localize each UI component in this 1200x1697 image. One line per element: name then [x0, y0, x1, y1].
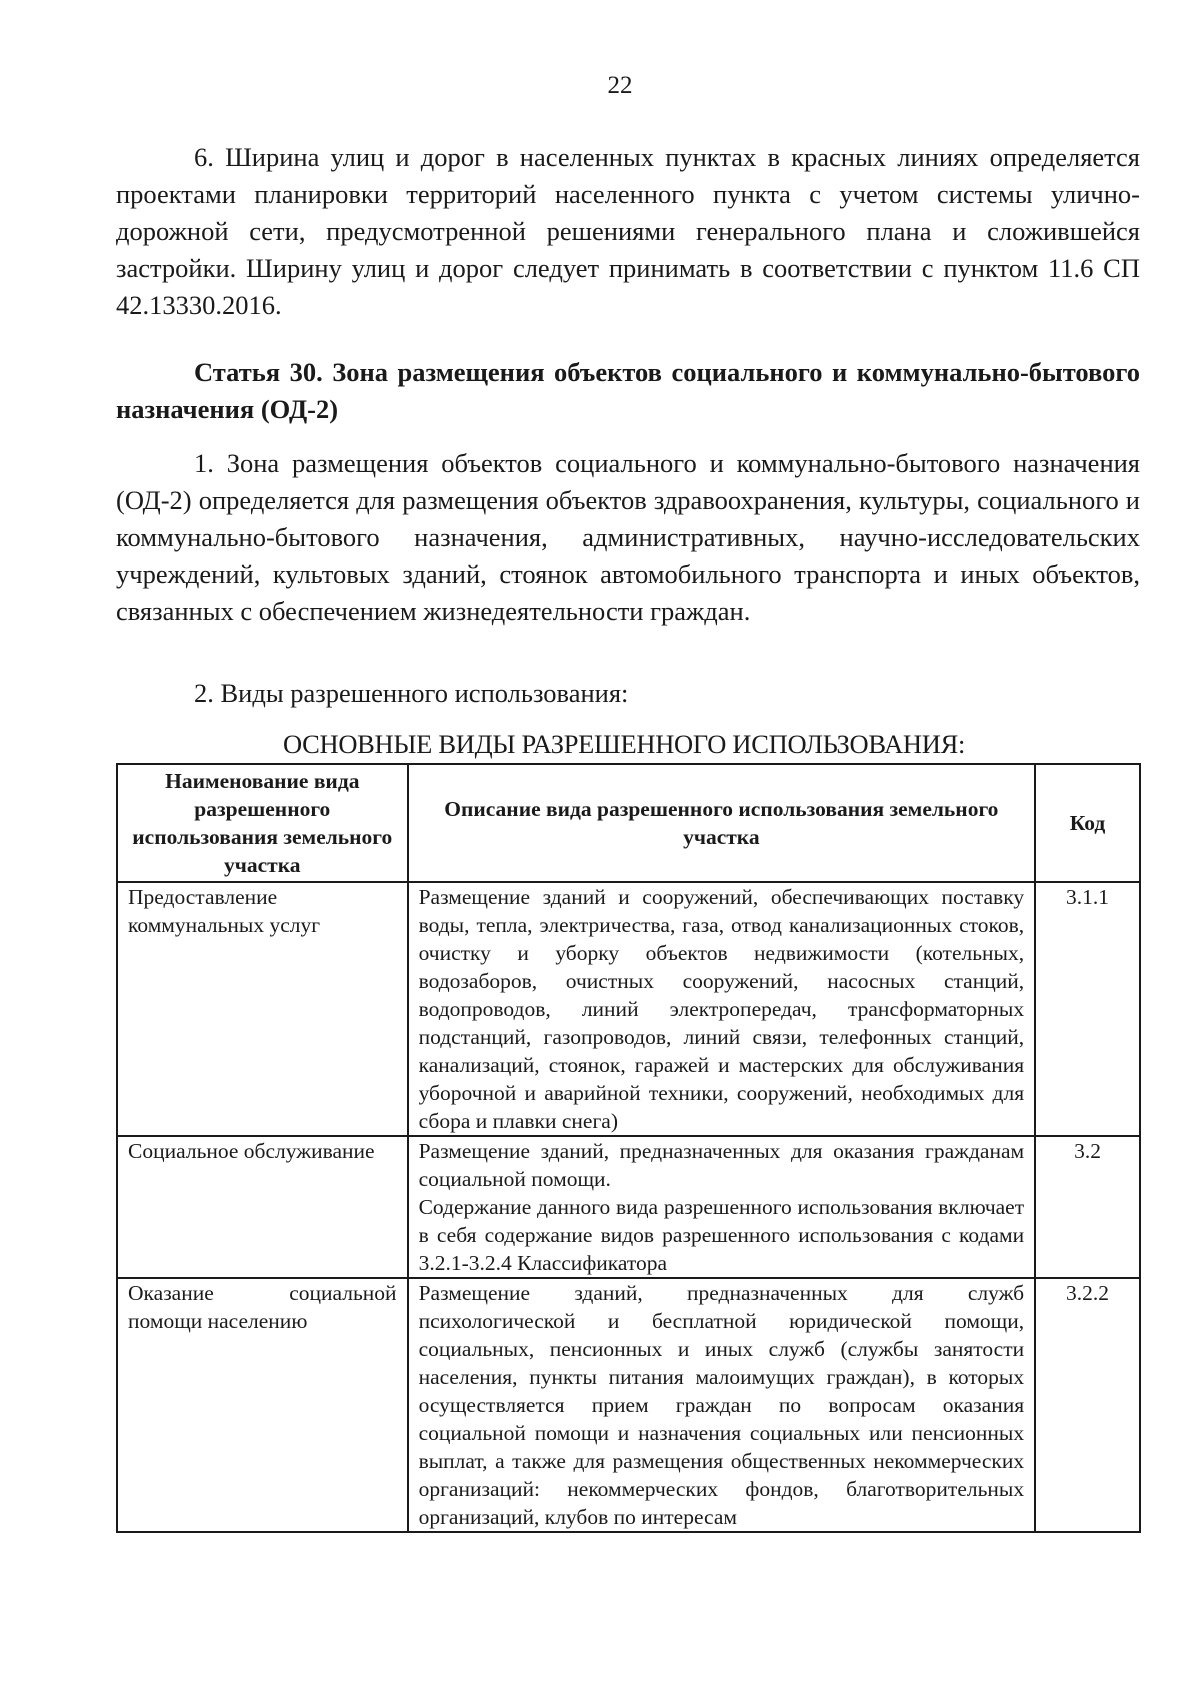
land-use-table — [116, 763, 1141, 1533]
table-header-row — [117, 764, 1140, 882]
table-row — [117, 882, 1140, 1136]
table-row — [117, 1278, 1140, 1532]
row-description — [408, 1136, 1036, 1278]
header-code: Код — [1035, 764, 1140, 882]
article-heading: Статья 30. Зона размещения объектов социального и коммунально-бытового назначения (ОД-2) — [116, 357, 1140, 424]
row-code: 3.1.1 — [1035, 882, 1140, 1136]
row-name: Социальное обслуживание — [117, 1136, 408, 1278]
paragraph-1: 1. Зона размещения объектов социального и коммунально-бытового назначения (ОД-2) определяется для размещения объектов здравоохранения, культуры, социального и коммунально-бытового назначения, административных, научно-исследовательских учреждений, культовых зданий, стоянок автомобильного транспорта и иных объектов, связанных с обеспечением жизнедеятельности граждан. — [116, 448, 1140, 626]
row-description-text: Размещение зданий, предназначенных для оказания гражданам социальной помощи. — [418, 1139, 1025, 1191]
header-description: Описание вида разрешенного использования земельного участка — [408, 764, 1036, 882]
row-name: Оказание социальной помощи населению — [117, 1278, 408, 1532]
row-description-text: Размещение зданий, предназначенных для служб психологической и бесплатной юридической помощи, социальных, пенсионных и иных служб (службы занятости населения, пункты питания малоимущих граждан), в которых осуществляется прием граждан по вопросам оказания социальной помощи и назначения социальных или пенсионных выплат, а также для размещения общественных некоммерческих организаций: некоммерческих фондов, благотворительных организаций, клубов по интересам — [418, 1281, 1025, 1529]
row-code: 3.2.2 — [1035, 1278, 1140, 1532]
header-name: Наименование вида разрешенного использования земельного участка — [117, 764, 408, 882]
paragraph-6: 6. Ширина улиц и дорог в населенных пунктах в красных линиях определяется проектами планировки территорий населенного пункта с учетом системы улично-дорожной сети, предусмотренной решениями генерального плана и сложившейся застройки. Ширину улиц и дорог следует принимать в соответствии с пунктом 11.6 СП 42.13330.2016. — [116, 142, 1140, 320]
row-name: Предоставление коммунальных услуг — [117, 882, 408, 1136]
row-description — [408, 1278, 1036, 1532]
row-code: 3.2 — [1035, 1136, 1140, 1278]
table-title: ОСНОВНЫЕ ВИДЫ РАЗРЕШЕННОГО ИСПОЛЬЗОВАНИЯ: — [282, 729, 966, 759]
paragraph-2: 2. Виды разрешенного использования: — [194, 678, 629, 708]
row-description-text: Размещение зданий и сооружений, обеспечивающих поставку воды, тепла, электричества, газа, отвод канализационных стоков, очистку и уборку объектов недвижимости (котельных, водозаборов, очистных сооружений, насосных станций, водопроводов, линий электропередач, трансформаторных подстанций, газопроводов, линий связи, телефонных станций, канализаций, стоянок, гаражей и мастерских для обслуживания уборочной и аварийной техники, сооружений, необходимых для сбора и плавки снега) — [418, 885, 1025, 1133]
row-description — [408, 882, 1036, 1136]
row-description-text-2: Содержание данного вида разрешенного использования включает в себя содержание видов разрешенного использования с кодами 3.2.1-3.2.4 Классификатора — [418, 1195, 1025, 1275]
page-number: 22 — [607, 72, 633, 99]
table-row — [117, 1136, 1140, 1278]
